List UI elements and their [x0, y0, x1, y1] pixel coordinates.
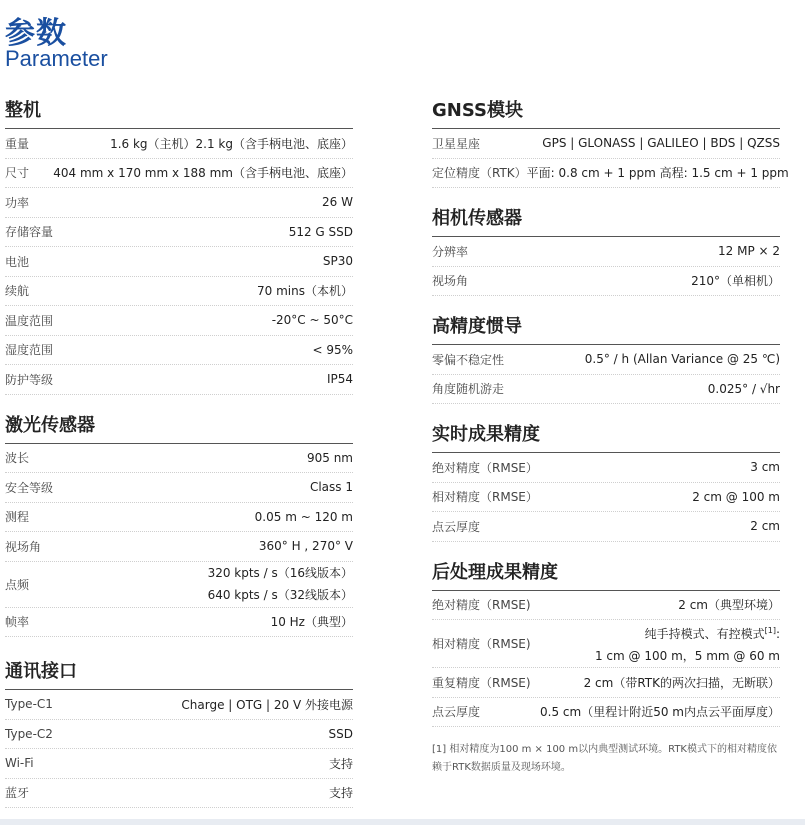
spec-value: 905 nm	[306, 450, 353, 465]
spec-value: 支持	[328, 786, 353, 801]
spec-row	[432, 345, 780, 375]
spec-row	[432, 698, 780, 728]
spec-value: 10 Hz（典型）	[270, 615, 353, 630]
spec-row	[5, 188, 353, 218]
section-title: 后处理成果精度	[432, 558, 780, 591]
spec-key: 零偏不稳定性	[432, 352, 505, 367]
spec-value: -20°C ~ 50°C	[271, 313, 353, 328]
spec-key: 卫星星座	[432, 136, 481, 151]
spec-row	[5, 306, 353, 336]
spec-key: 存储容量	[5, 225, 54, 240]
spec-key: Type-C2	[5, 726, 53, 741]
spec-key: 电池	[5, 254, 30, 269]
spec-value: 3 cm	[750, 460, 780, 475]
spec-row	[5, 473, 353, 503]
spec-key: 点云厚度	[432, 705, 481, 720]
spec-row-point-frequency	[5, 562, 353, 608]
spec-row	[5, 690, 353, 720]
spec-key: 角度随机游走	[432, 382, 505, 397]
spec-key: 绝对精度（RMSE）	[432, 460, 538, 475]
spec-row-rel-accuracy	[432, 620, 780, 668]
spec-value: 360° H , 270° V	[258, 539, 353, 554]
section-gnss	[432, 96, 789, 188]
spec-row-frame-rate	[5, 608, 353, 638]
footnote: [1] 相对精度为100 m × 100 m以内典型测试环境。RTK模式下的相对精度依赖于RTK数据质量及现场环境。	[432, 744, 777, 773]
spec-value: 512 G SSD	[288, 224, 353, 239]
spec-key: 湿度范围	[5, 343, 54, 358]
spec-value: 2 cm（带RTK的两次扫描，无断联）	[583, 675, 780, 690]
spec-value: 纯手持模式、有控模式[1]: 1 cm @ 100 m，5 mm @ 60 m	[594, 626, 780, 663]
spec-row	[5, 277, 353, 307]
section-post	[432, 558, 780, 778]
spec-row	[432, 668, 780, 698]
spec-row	[432, 483, 780, 513]
section-title: 整机	[5, 96, 353, 129]
spec-value: 0.05 m ~ 120 m	[254, 509, 353, 524]
left-column	[5, 96, 353, 808]
spec-key: 帧率	[5, 615, 30, 630]
spec-key: 测程	[5, 510, 30, 525]
spec-row	[432, 129, 780, 159]
spec-key: 重量	[5, 136, 30, 151]
spec-row	[432, 237, 780, 267]
spec-row	[5, 749, 353, 779]
spec-value: 404 mm x 170 mm x 188 mm（含手柄电池、底座）	[53, 166, 353, 181]
spec-key: 波长	[5, 451, 30, 466]
section-title: 激光传感器	[5, 411, 353, 444]
spec-row	[5, 365, 353, 395]
spec-row	[5, 532, 353, 562]
spec-row	[5, 779, 353, 809]
spec-value: SP30	[322, 254, 353, 269]
spec-row	[5, 336, 353, 366]
section-realtime	[432, 420, 780, 542]
spec-row	[432, 267, 780, 297]
spec-row	[432, 453, 780, 483]
spec-value: 2 cm	[750, 519, 780, 534]
spec-key: 相对精度（RMSE)	[432, 637, 531, 651]
section-title: GNSS模块	[432, 96, 780, 129]
spec-key: 绝对精度（RMSE)	[432, 598, 531, 613]
spec-row	[432, 159, 789, 189]
spec-key: 视场角	[5, 539, 42, 554]
spec-key: 续航	[5, 284, 30, 299]
spec-key: 安全等级	[5, 480, 54, 495]
spec-row	[5, 159, 353, 189]
spec-value: 0.5 cm（里程计附近50 m内点云平面厚度）	[540, 705, 780, 720]
spec-value: 2 cm @ 100 m	[692, 489, 780, 504]
section-camera	[432, 204, 780, 296]
page-title-cn: 参数	[5, 16, 67, 51]
spec-key: Wi-Fi	[5, 756, 34, 771]
spec-row	[432, 375, 780, 405]
spec-key: 温度范围	[5, 313, 54, 328]
spec-value: GPS | GLONASS | GALILEO | BDS | QZSS	[542, 136, 780, 151]
bottom-bar	[0, 819, 805, 825]
section-title: 实时成果精度	[432, 420, 780, 453]
spec-value: 12 MP × 2	[718, 244, 780, 259]
spec-key: 尺寸	[5, 166, 30, 181]
spec-value: < 95%	[312, 342, 353, 357]
spec-row	[432, 512, 780, 542]
spec-value: Class 1	[309, 480, 353, 495]
spec-key: 功率	[5, 195, 30, 210]
spec-value: 0.025° / √hr	[707, 381, 780, 396]
section-machine	[5, 96, 353, 395]
spec-value: 1.6 kg（主机）2.1 kg（含手柄电池、底座）	[110, 136, 353, 151]
spec-row	[5, 720, 353, 750]
footnote-ref: [1]	[764, 626, 776, 635]
spec-row	[5, 444, 353, 474]
spec-key: 重复精度（RMSE)	[432, 675, 531, 690]
spec-row	[5, 129, 353, 159]
page-title-en: Parameter	[5, 46, 108, 71]
spec-value: 2 cm（典型环境）	[678, 598, 780, 613]
section-title: 相机传感器	[432, 204, 780, 237]
spec-row	[5, 218, 353, 248]
spec-key: 视场角	[432, 274, 469, 289]
section-imu	[432, 312, 780, 404]
spec-value: 平面: 0.8 cm + 1 ppm 高程: 1.5 cm + 1 ppm	[526, 166, 789, 181]
spec-row-abs-accuracy	[432, 591, 780, 621]
spec-key: 防护等级	[5, 372, 54, 387]
spec-value: Charge | OTG | 20 V 外接电源	[181, 697, 353, 712]
spec-key: 相对精度（RMSE）	[432, 490, 538, 505]
spec-row	[5, 503, 353, 533]
section-laser	[5, 411, 353, 638]
spec-value: SSD	[328, 726, 353, 741]
spec-value: 320 kpts / s（16线版本） 640 kpts / s（32线版本）	[207, 566, 353, 602]
spec-value: 26 W	[322, 195, 353, 210]
section-title: 高精度惯导	[432, 312, 780, 345]
section-title: 通讯接口	[5, 657, 353, 690]
spec-value: 0.5° / h (Allan Variance @ 25 ℃)	[584, 352, 780, 367]
spec-value: IP54	[326, 372, 353, 387]
spec-row	[5, 247, 353, 277]
section-comm	[5, 657, 353, 808]
spec-value: 支持	[328, 756, 353, 771]
right-column	[432, 96, 789, 777]
spec-value: 70 mins（本机）	[257, 284, 353, 299]
spec-key: 点云厚度	[432, 519, 481, 534]
spec-value: 210°（单相机）	[691, 274, 780, 289]
spec-key: 蓝牙	[5, 786, 30, 801]
spec-key: Type-C1	[5, 697, 53, 712]
spec-key: 点频	[5, 577, 30, 592]
spec-key: 分辨率	[432, 244, 469, 259]
spec-key: 定位精度（RTK）	[432, 166, 527, 181]
